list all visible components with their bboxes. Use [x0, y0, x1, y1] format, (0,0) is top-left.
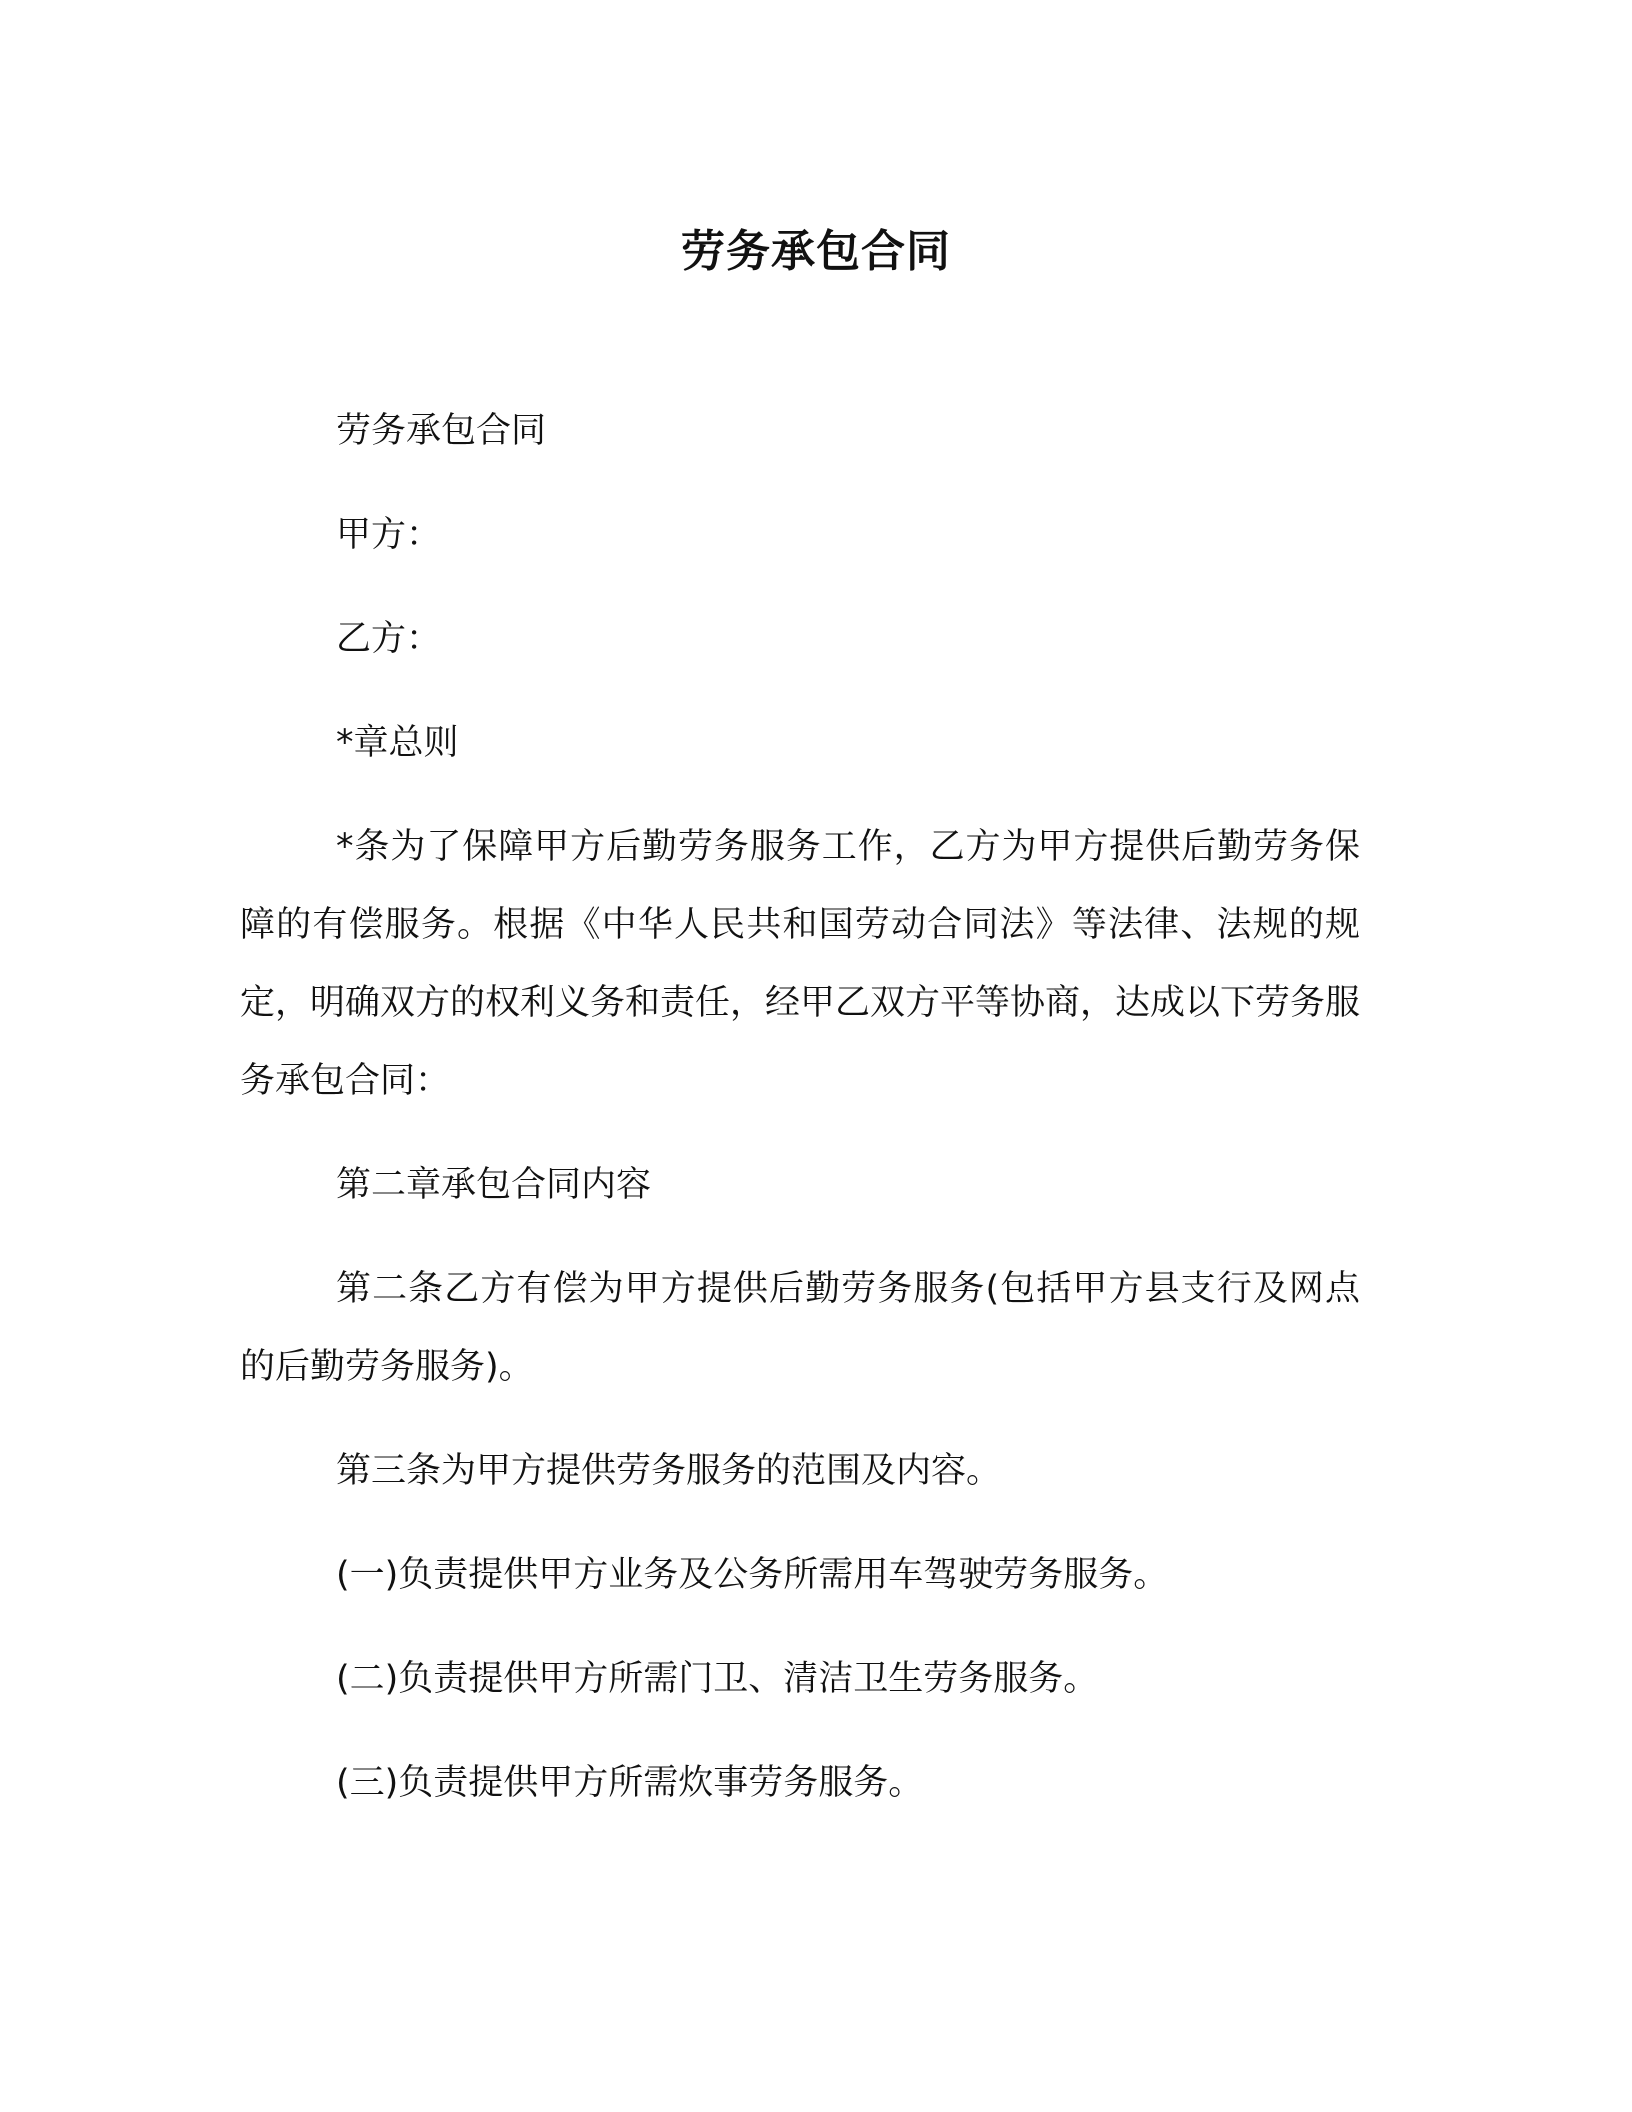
article-one: *条为了保障甲方后勤劳务服务工作，乙方为甲方提供后勤劳务保障的有偿服务。根据《中华人民共和国劳动合同法》等法律、法规的规定，明确双方的权利义务和责任，经甲乙双方平等协商，达成以下劳务服务承包合同：: [240, 827, 1361, 1101]
article-two: 第二条乙方有偿为甲方提供后勤劳务服务(包括甲方县支行及网点的后勤劳务服务)。: [240, 1269, 1360, 1387]
paragraph-party-b: 乙方：: [336, 619, 442, 659]
list-item-one: (一)负责提供甲方业务及公务所需用车驾驶劳务服务。: [336, 1555, 1169, 1595]
document-body: [240, 392, 1360, 1848]
document-title: 劳务承包合同: [681, 226, 951, 277]
list-item-two: (二)负责提供甲方所需门卫、清洁卫生劳务服务。: [336, 1659, 1099, 1699]
chapter-two-heading: 第二章承包合同内容: [336, 1165, 652, 1205]
list-item-three: (三)负责提供甲方所需炊事劳务服务。: [336, 1763, 924, 1803]
paragraph-party-a: 甲方：: [336, 515, 442, 555]
article-three: 第三条为甲方提供劳务服务的范围及内容。: [336, 1451, 1002, 1491]
chapter-one-heading: *章总则: [336, 723, 459, 763]
paragraph-heading: 劳务承包合同: [336, 411, 547, 451]
